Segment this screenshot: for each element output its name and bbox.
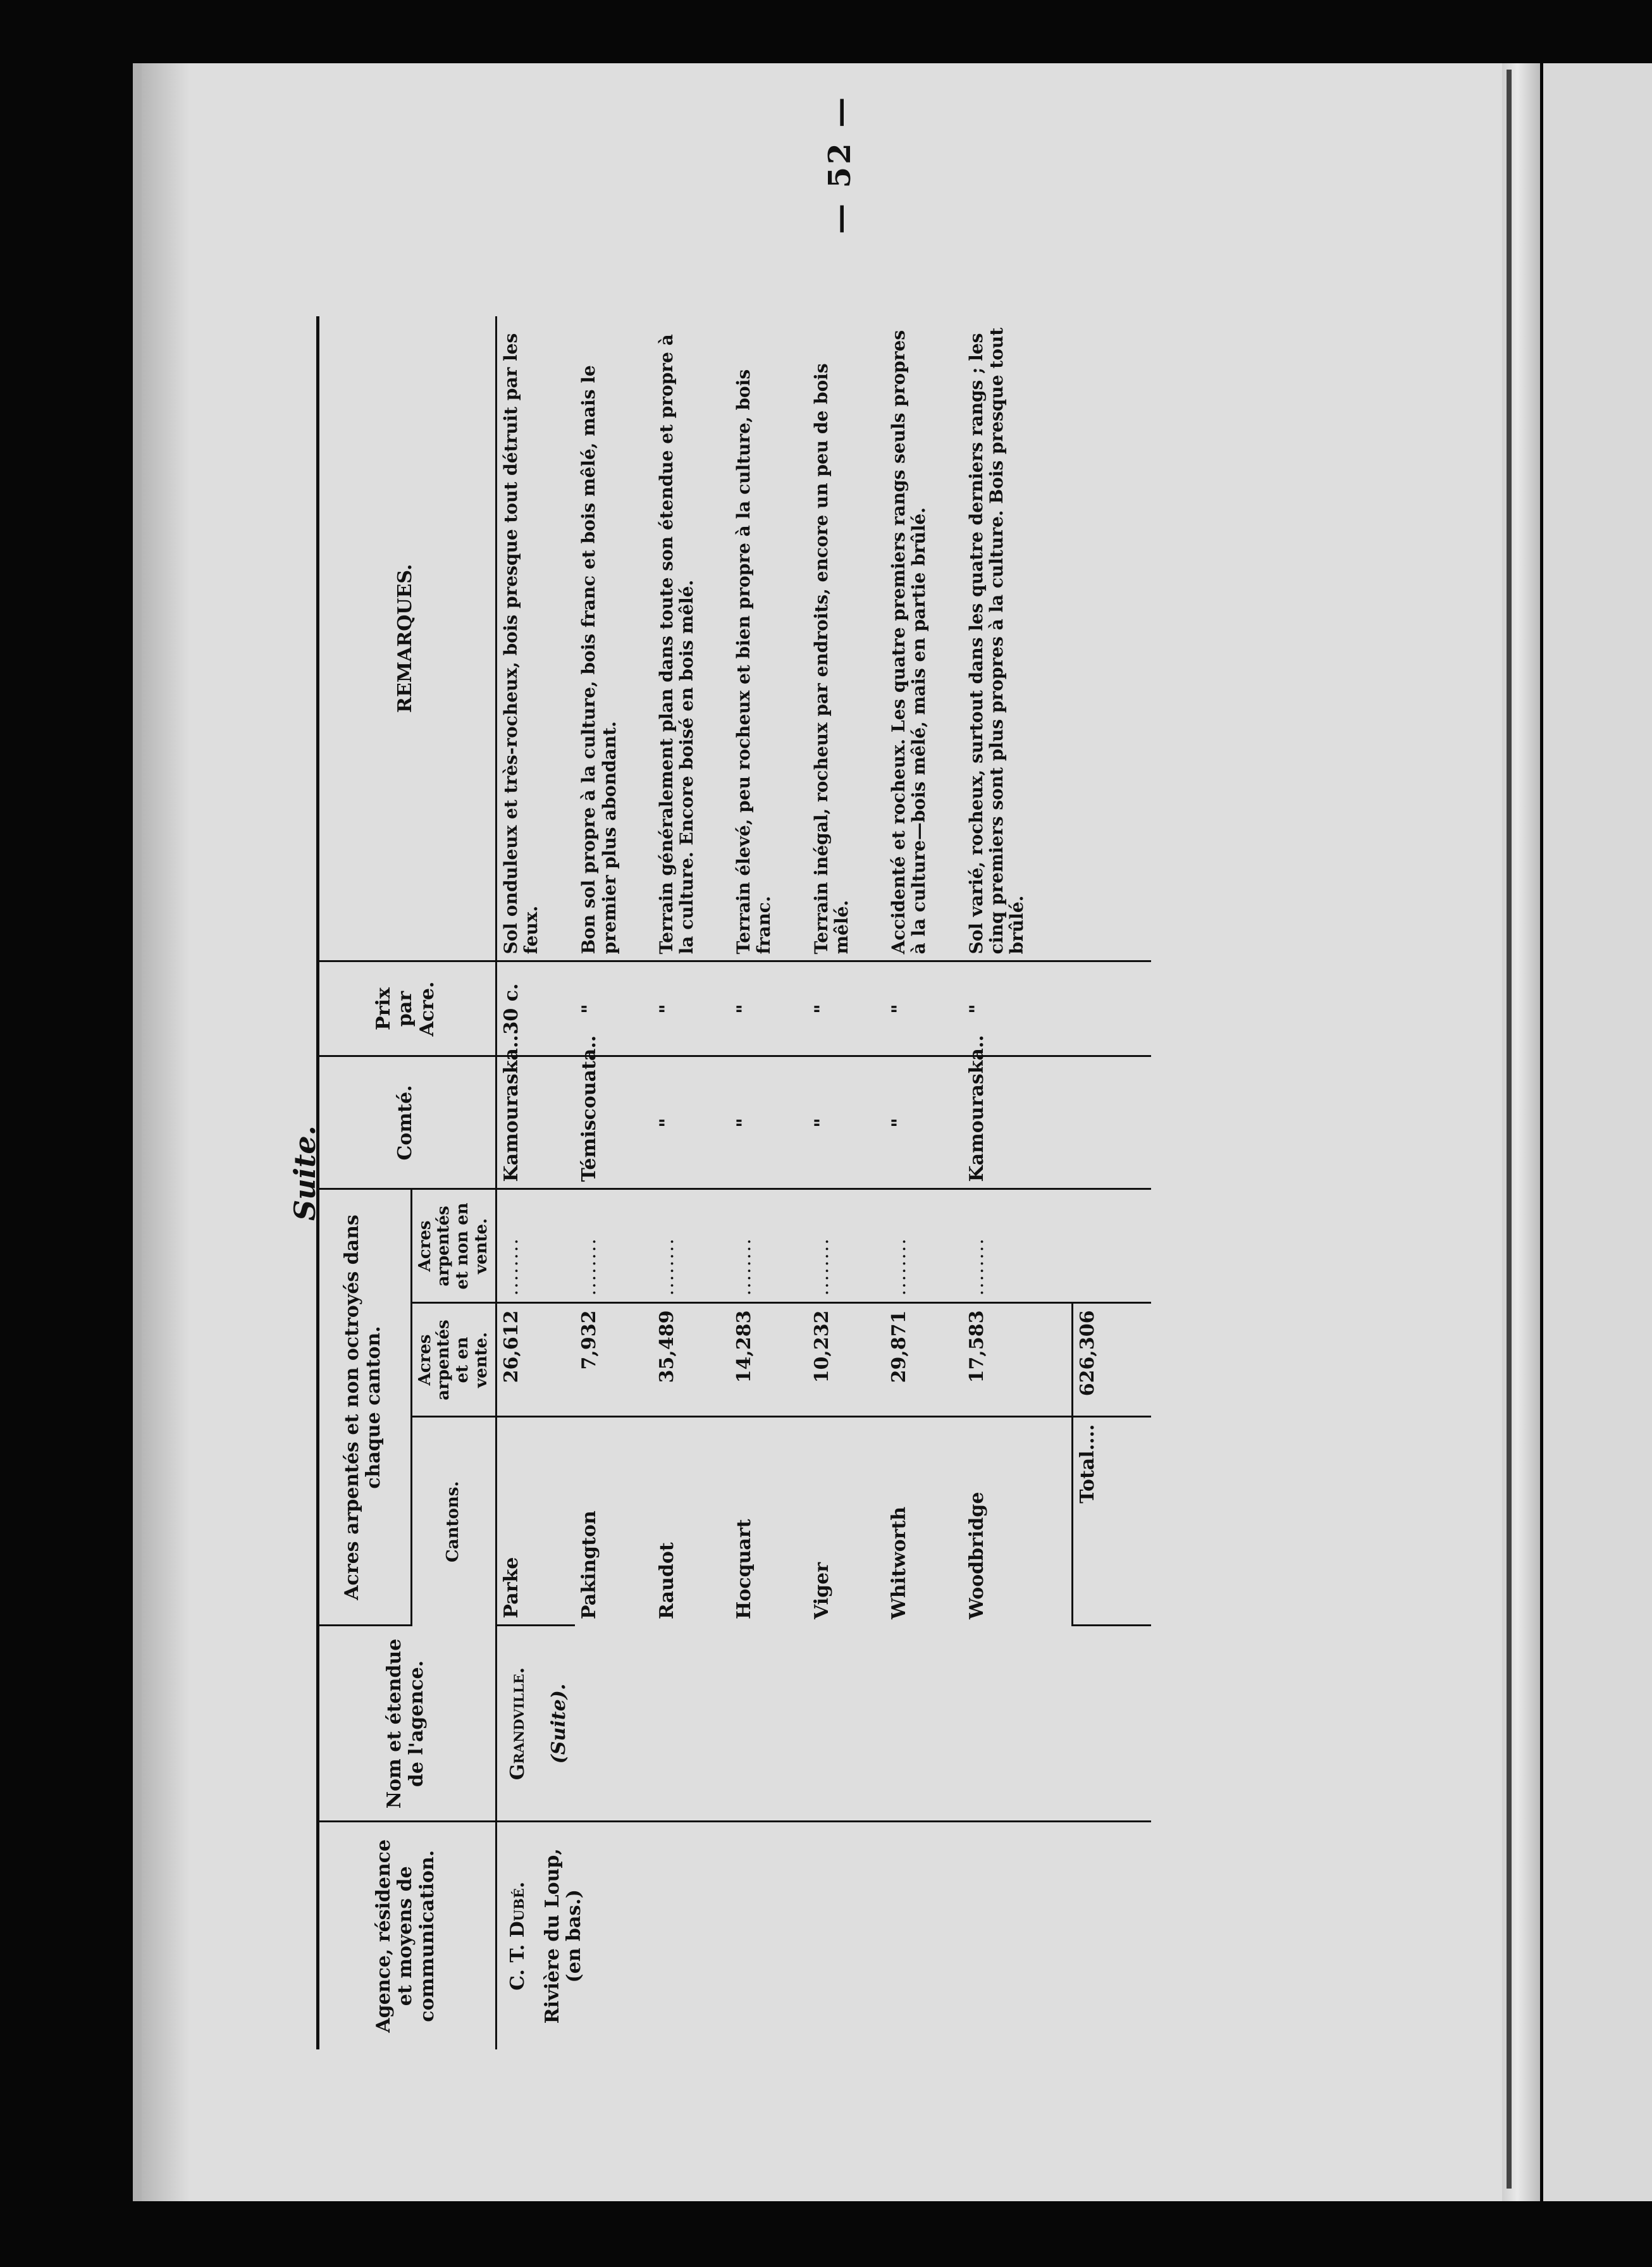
gutter-shadow <box>133 63 190 2201</box>
canton-name: Woodbridge <box>965 1492 988 1619</box>
remarque: Bon sol propre à la culture, bois franc et bois mêlé, mais le premier plus abondant. <box>575 316 652 961</box>
acres-non-vente: ........ <box>963 1189 1073 1303</box>
canton-name: Parke <box>496 1417 576 1626</box>
header-nom: Nom et étendue de l'agence. <box>316 1626 496 1822</box>
acres-en-vente: 29,871 <box>885 1303 962 1417</box>
header-cantons: Cantons. <box>411 1417 496 1626</box>
header-remarques: REMARQUES. <box>316 316 496 961</box>
land-table <box>316 316 1151 2049</box>
prix: " <box>653 961 730 1056</box>
prix: " <box>575 961 652 1056</box>
total-row <box>1073 316 1151 2049</box>
comte: " <box>653 1056 730 1189</box>
remarque: Sol varié, rocheux, surtout dans les quatre derniers rangs ; les cinq premiers sont plus propres à la culture. Bois presque tout brûlé. <box>963 316 1073 961</box>
table-row <box>496 316 576 2049</box>
canton-name: Raudot <box>655 1542 678 1619</box>
suite-label: Suite. <box>288 1125 322 1221</box>
acres-en-vente: 26,612 <box>496 1303 576 1417</box>
page-number: — 52 — <box>822 94 858 234</box>
comte: " <box>885 1056 962 1189</box>
remarque: Sol onduleux et très-rocheux, bois presque tout détruit par les feux. <box>496 316 576 961</box>
acres-en-vente: 10,232 <box>808 1303 885 1417</box>
agency-cell <box>496 1626 1073 1822</box>
comte: Kamouraska... <box>496 1056 576 1189</box>
remarque: Terrain généralement plan dans toute son étendue et propre à la culture. Encore boisé en bois mêlé. <box>653 316 730 961</box>
prix: " <box>885 961 962 1056</box>
canton-name: Whitworth <box>888 1506 911 1619</box>
remarque: Terrain élevé, peu rocheux et bien propre à la culture, bois franc. <box>730 316 807 961</box>
remarque: Terrain inégal, rocheux par endroits, encore un peu de bois mêlé. <box>808 316 885 961</box>
header-non-vente: Acres arpentés et non en vente. <box>411 1189 496 1303</box>
remarque: Accidenté et rocheux. Les quatre premiers rangs seuls propres à la culture—bois mêlé, mais en partie brûlé. <box>885 316 962 961</box>
canton-name: Pakington <box>578 1510 601 1619</box>
rotated-table-container <box>316 316 1151 2049</box>
comte: Kamouraska.. <box>963 1056 1073 1189</box>
prix: " <box>730 961 807 1056</box>
binding-spine <box>1507 70 1512 2189</box>
acres-en-vente: 17,583 <box>963 1303 1073 1417</box>
acres-non-vente: ........ <box>730 1189 807 1303</box>
acres-en-vente: 7,932 <box>575 1303 652 1417</box>
header-prix: Prix par Acre. <box>316 961 496 1056</box>
total-label: Total.... <box>1073 1417 1151 1626</box>
agent-cell <box>496 1822 1073 2049</box>
agency-note: (Suite). <box>547 1683 570 1764</box>
acres-en-vente: 14,283 <box>730 1303 807 1417</box>
canton-name: Hocquart <box>733 1519 756 1619</box>
acres-non-vente: ........ <box>575 1189 652 1303</box>
total-value: 626,306 <box>1073 1303 1151 1417</box>
facing-page-edge <box>1543 63 1652 2201</box>
header-acres-group: Acres arpentés et non octroyés dans chaque canton. <box>316 1189 411 1626</box>
acres-non-vente: ........ <box>808 1189 885 1303</box>
prix: 30 c. <box>496 961 576 1056</box>
acres-non-vente: ........ <box>885 1189 962 1303</box>
canton-name: Viger <box>810 1562 833 1619</box>
prix: " <box>808 961 885 1056</box>
agent-residence: Rivière du Loup, (en bas.) <box>541 1848 586 2024</box>
comte: " <box>808 1056 885 1189</box>
comte: " <box>730 1056 807 1189</box>
acres-en-vente: 35,489 <box>653 1303 730 1417</box>
acres-non-vente: ........ <box>653 1189 730 1303</box>
comte: Témiscouata.. <box>575 1056 652 1189</box>
prix: " <box>963 961 1073 1056</box>
acres-non-vente: ........ <box>496 1189 576 1303</box>
header-agence: Agence, résidence et moyens de communication. <box>316 1822 496 2049</box>
header-comte: Comté. <box>316 1056 496 1189</box>
agency-name: Grandville. <box>507 1667 529 1781</box>
agent-name: C. T. Dubé. <box>507 1881 529 1991</box>
header-en-vente: Acres arpentés et en vente. <box>411 1303 496 1417</box>
